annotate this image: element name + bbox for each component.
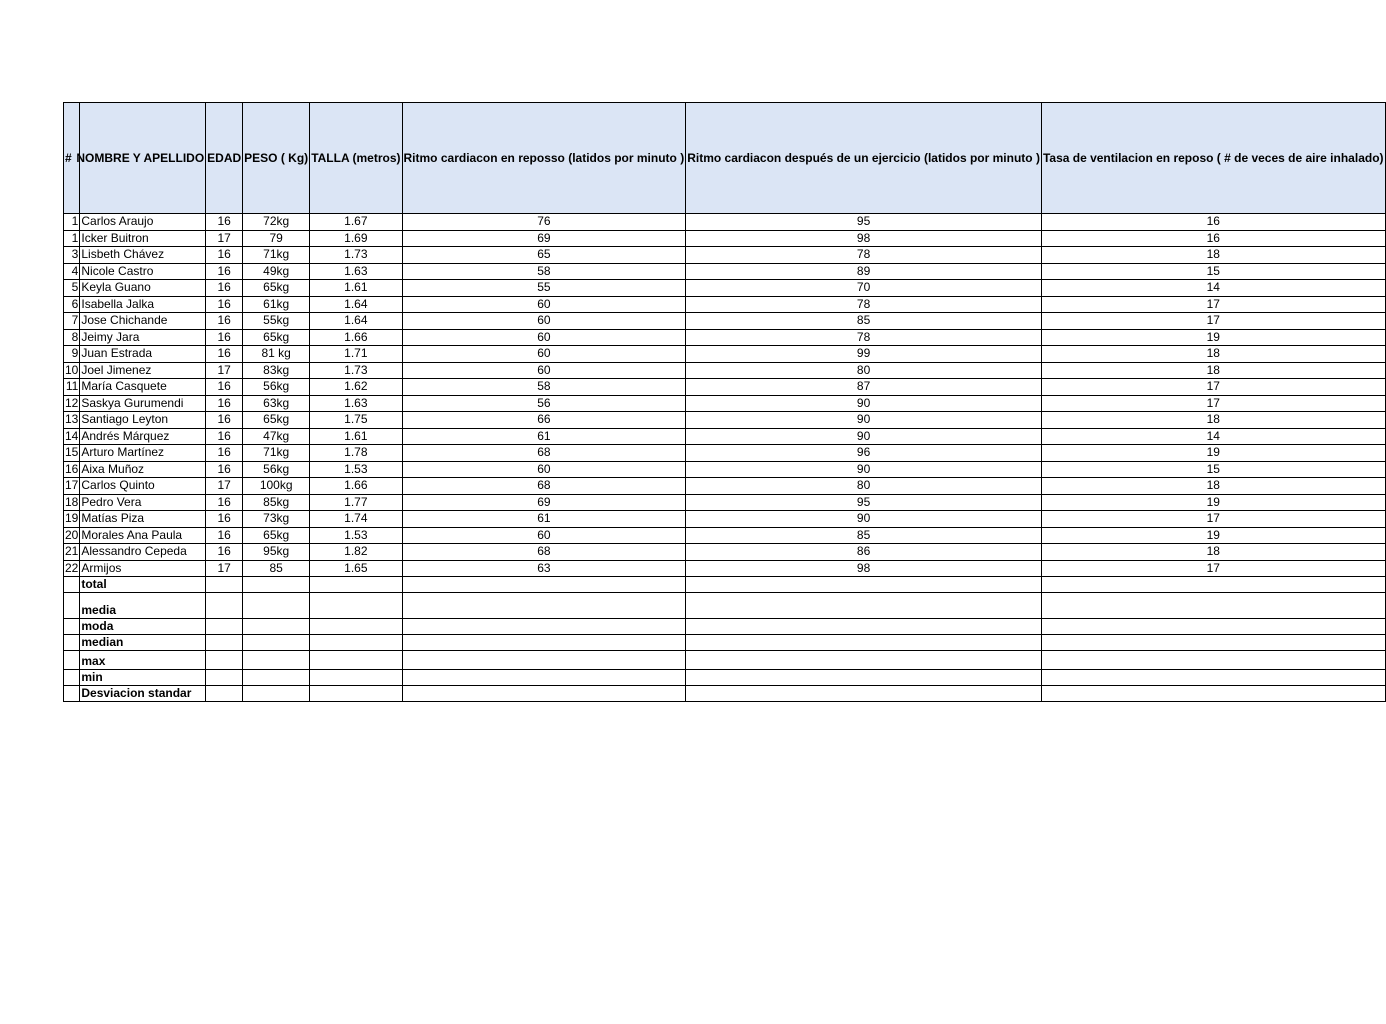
edad-cell[interactable]: 16	[206, 329, 243, 346]
table-row	[64, 214, 1386, 231]
stat-value-cell[interactable]	[1041, 593, 1385, 619]
table-row	[64, 247, 1386, 264]
header-nombre[interactable]	[76, 103, 206, 214]
stat-value-cell[interactable]	[1041, 686, 1385, 702]
peso-cell[interactable]: 56kg	[243, 461, 310, 478]
header-ritmo-ejercicio[interactable]	[686, 103, 1042, 214]
edad-cell[interactable]: 17	[206, 362, 243, 379]
stat-row	[64, 670, 1386, 686]
row-number-cell[interactable]: 22	[65, 560, 79, 575]
ventilacion-cell[interactable]: 14	[1041, 280, 1385, 297]
edad-cell[interactable]: 16	[206, 395, 243, 412]
stat-value-cell[interactable]	[402, 686, 686, 702]
nombre-cell[interactable]: Alessandro Cepeda	[80, 544, 206, 561]
stat-value-cell[interactable]	[64, 635, 80, 651]
ritmo-ejercicio-cell[interactable]: 90	[686, 428, 1042, 445]
ventilacion-cell[interactable]: 18	[1041, 544, 1385, 561]
peso-cell[interactable]: 65kg	[243, 329, 310, 346]
stat-value-cell[interactable]	[1041, 635, 1385, 651]
row-number-cell[interactable]: 1	[64, 230, 80, 247]
ritmo-reposo-cell[interactable]: 68	[402, 544, 686, 561]
peso-cell[interactable]: 61kg	[243, 296, 310, 313]
table-row	[64, 280, 1386, 297]
edad-cell[interactable]: 17	[206, 560, 243, 577]
stat-value-cell[interactable]	[686, 619, 1042, 635]
stat-value-cell[interactable]	[206, 686, 243, 702]
edad-cell[interactable]: 16	[206, 544, 243, 561]
stat-value-cell[interactable]	[64, 619, 80, 635]
ritmo-reposo-cell[interactable]: 68	[402, 478, 686, 495]
ritmo-reposo-cell[interactable]: 69	[402, 494, 686, 511]
row-number-cell[interactable]: 9	[64, 346, 80, 363]
ritmo-reposo-cell[interactable]: 60	[402, 329, 686, 346]
stat-value-cell[interactable]	[686, 593, 1042, 619]
ventilacion-cell[interactable]: 17	[1041, 511, 1385, 528]
stat-value-cell[interactable]	[243, 670, 310, 686]
talla-cell[interactable]: 1.61	[310, 428, 402, 445]
stat-label-cell[interactable]: total	[80, 577, 206, 593]
ventilacion-cell[interactable]: 17	[1041, 560, 1385, 577]
ventilacion-cell[interactable]: 17	[1041, 395, 1385, 412]
talla-cell[interactable]: 1.63	[310, 263, 402, 280]
stat-value-cell[interactable]	[64, 651, 80, 670]
data-rows	[64, 214, 1386, 577]
row-number-cell[interactable]: 17	[65, 478, 79, 493]
stat-value-cell[interactable]	[1041, 670, 1385, 686]
ritmo-ejercicio-cell[interactable]: 90	[686, 412, 1042, 429]
stat-label-cell[interactable]: max	[80, 651, 206, 670]
stat-row	[64, 577, 1386, 593]
stat-value-cell[interactable]	[243, 619, 310, 635]
talla-cell[interactable]: 1.66	[310, 329, 402, 346]
peso-cell[interactable]: 56kg	[243, 379, 310, 396]
table-row	[64, 445, 1386, 462]
peso-cell[interactable]: 95kg	[243, 544, 310, 561]
header-talla[interactable]	[310, 103, 402, 214]
ventilacion-cell[interactable]: 16	[1041, 230, 1385, 247]
ritmo-reposo-cell[interactable]: 60	[402, 313, 686, 330]
ritmo-ejercicio-cell[interactable]: 98	[686, 560, 1042, 577]
stat-value-cell[interactable]	[206, 577, 243, 593]
stat-row	[64, 635, 1386, 651]
ritmo-ejercicio-cell[interactable]: 78	[686, 329, 1042, 346]
student-measurements-table	[63, 102, 1386, 702]
talla-cell[interactable]: 1.69	[310, 230, 402, 247]
ventilacion-cell[interactable]: 16	[1041, 214, 1385, 231]
row-number-cell[interactable]: 5	[64, 280, 80, 297]
ritmo-ejercicio-cell[interactable]: 78	[686, 296, 1042, 313]
ventilacion-cell[interactable]: 15	[1041, 263, 1385, 280]
table-row	[64, 362, 1386, 379]
stat-value-cell[interactable]	[243, 577, 310, 593]
edad-cell[interactable]: 16	[206, 263, 243, 280]
row-number-cell[interactable]: 19	[65, 511, 79, 526]
stat-row	[64, 651, 1386, 670]
row-number-cell[interactable]: 16	[65, 461, 79, 476]
stat-value-cell[interactable]	[243, 635, 310, 651]
talla-cell[interactable]: 1.63	[310, 395, 402, 412]
stat-label-cell[interactable]: media	[80, 593, 206, 619]
stat-value-cell[interactable]	[310, 593, 402, 619]
talla-cell[interactable]: 1.75	[310, 412, 402, 429]
row-number-cell[interactable]: 7	[64, 313, 80, 330]
edad-cell[interactable]: 17	[206, 230, 243, 247]
stat-value-cell[interactable]	[206, 593, 243, 619]
row-number-cell[interactable]: 10	[65, 362, 79, 377]
peso-cell[interactable]: 55kg	[243, 313, 310, 330]
peso-cell[interactable]: 49kg	[243, 263, 310, 280]
row-number-cell[interactable]: 15	[65, 445, 79, 460]
table-row	[64, 511, 1386, 528]
ritmo-ejercicio-cell[interactable]: 86	[686, 544, 1042, 561]
nombre-cell[interactable]: Armijos	[80, 560, 206, 577]
nombre-cell[interactable]: Aixa Muñoz	[80, 461, 206, 478]
edad-cell[interactable]: 16	[206, 214, 243, 231]
stat-row	[64, 593, 1386, 619]
talla-cell[interactable]: 1.82	[310, 544, 402, 561]
header-nombre-text: NOMBRE Y APELLIDO	[76, 150, 205, 165]
edad-cell[interactable]: 16	[206, 379, 243, 396]
edad-cell[interactable]: 16	[206, 511, 243, 528]
stat-value-cell[interactable]	[206, 670, 243, 686]
edad-cell[interactable]: 16	[206, 494, 243, 511]
peso-cell[interactable]: 85kg	[243, 494, 310, 511]
stat-value-cell[interactable]	[402, 619, 686, 635]
nombre-cell[interactable]: Jeimy Jara	[80, 329, 206, 346]
stat-label-cell[interactable]: Desviacion standar	[80, 686, 206, 702]
edad-cell[interactable]: 16	[206, 313, 243, 330]
nombre-cell[interactable]: Andrés Márquez	[80, 428, 206, 445]
ritmo-reposo-cell[interactable]: 60	[402, 296, 686, 313]
table-row	[64, 379, 1386, 396]
table-row	[64, 395, 1386, 412]
stat-value-cell[interactable]	[686, 670, 1042, 686]
edad-cell[interactable]: 16	[206, 461, 243, 478]
nombre-cell[interactable]: Pedro Vera	[80, 494, 206, 511]
stat-value-cell[interactable]	[64, 670, 80, 686]
header-number[interactable]: #	[64, 103, 80, 214]
stat-value-cell[interactable]	[310, 619, 402, 635]
edad-cell[interactable]: 17	[206, 478, 243, 495]
header-edad[interactable]: EDAD	[206, 103, 243, 214]
peso-cell[interactable]: 71kg	[243, 445, 310, 462]
table-row	[64, 461, 1386, 478]
table-row	[64, 478, 1386, 495]
talla-cell[interactable]: 1.67	[310, 214, 402, 231]
stat-value-cell[interactable]	[402, 651, 686, 670]
stat-value-cell[interactable]	[64, 577, 80, 593]
ritmo-reposo-cell[interactable]: 61	[402, 511, 686, 528]
ritmo-ejercicio-cell[interactable]: 78	[686, 247, 1042, 264]
talla-cell[interactable]: 1.65	[310, 560, 402, 577]
edad-cell[interactable]: 16	[206, 428, 243, 445]
stat-label-cell[interactable]: median	[80, 635, 206, 651]
peso-cell[interactable]: 71kg	[243, 247, 310, 264]
table-row	[64, 560, 1386, 577]
stat-value-cell[interactable]	[402, 577, 686, 593]
ritmo-ejercicio-cell[interactable]: 99	[686, 346, 1042, 363]
stat-value-cell[interactable]	[686, 686, 1042, 702]
ritmo-reposo-cell[interactable]: 65	[402, 247, 686, 264]
stat-value-cell[interactable]	[686, 635, 1042, 651]
peso-cell[interactable]: 63kg	[243, 395, 310, 412]
stat-label-cell[interactable]: moda	[80, 619, 206, 635]
nombre-cell[interactable]: Carlos Araujo	[80, 214, 206, 231]
stat-value-cell[interactable]	[1041, 577, 1385, 593]
stat-value-cell[interactable]	[310, 686, 402, 702]
ventilacion-cell[interactable]: 18	[1041, 247, 1385, 264]
row-number-cell[interactable]: 1	[64, 214, 80, 231]
stat-value-cell[interactable]	[206, 651, 243, 670]
ventilacion-cell[interactable]: 18	[1041, 478, 1385, 495]
ritmo-reposo-cell[interactable]: 60	[402, 362, 686, 379]
header-row-group	[64, 103, 1386, 214]
ventilacion-cell[interactable]: 19	[1041, 329, 1385, 346]
table-row	[64, 412, 1386, 429]
nombre-cell[interactable]: Isabella Jalka	[80, 296, 206, 313]
ventilacion-cell[interactable]: 19	[1041, 445, 1385, 462]
peso-cell[interactable]: 65kg	[243, 280, 310, 297]
nombre-cell[interactable]: Nicole Castro	[80, 263, 206, 280]
peso-cell[interactable]: 47kg	[243, 428, 310, 445]
row-number-cell[interactable]: 20	[65, 527, 79, 542]
peso-cell[interactable]: 85	[243, 560, 310, 577]
header-peso[interactable]: PESO ( Kg)	[243, 103, 310, 214]
table-row	[64, 296, 1386, 313]
edad-cell[interactable]: 16	[206, 247, 243, 264]
edad-cell[interactable]: 16	[206, 527, 243, 544]
stat-value-cell[interactable]	[1041, 651, 1385, 670]
edad-cell[interactable]: 16	[206, 296, 243, 313]
stat-value-cell[interactable]	[310, 577, 402, 593]
ritmo-reposo-cell[interactable]: 60	[402, 461, 686, 478]
stat-value-cell[interactable]	[243, 686, 310, 702]
header-ritmo-reposo-text: Ritmo cardiacon en reposso (latidos por minuto )	[403, 150, 685, 165]
nombre-cell[interactable]: Saskya Gurumendi	[80, 395, 206, 412]
ritmo-ejercicio-cell[interactable]: 96	[686, 445, 1042, 462]
stat-value-cell[interactable]	[686, 651, 1042, 670]
ritmo-ejercicio-cell[interactable]: 85	[686, 313, 1042, 330]
nombre-cell[interactable]: Arturo Martínez	[80, 445, 206, 462]
ritmo-ejercicio-cell[interactable]: 90	[686, 395, 1042, 412]
table-row	[64, 428, 1386, 445]
stat-row	[64, 686, 1386, 702]
row-number-cell[interactable]: 6	[64, 296, 80, 313]
nombre-cell[interactable]: Carlos Quinto	[80, 478, 206, 495]
talla-cell[interactable]: 1.53	[310, 461, 402, 478]
peso-cell[interactable]: 72kg	[243, 214, 310, 231]
ventilacion-cell[interactable]: 19	[1041, 494, 1385, 511]
peso-cell[interactable]: 81 kg	[243, 346, 310, 363]
header-ventilacion-text: Tasa de ventilacion en reposo ( # de veces de aire inhalado)	[1042, 150, 1384, 165]
stat-value-cell[interactable]	[64, 686, 80, 702]
ventilacion-cell[interactable]: 17	[1041, 296, 1385, 313]
talla-cell[interactable]: 1.64	[310, 296, 402, 313]
statistics-rows	[64, 577, 1386, 702]
table-row	[64, 263, 1386, 280]
row-number-cell[interactable]: 18	[65, 494, 79, 509]
row-number-cell[interactable]: 12	[65, 395, 79, 410]
nombre-cell[interactable]: Santiago Leyton	[80, 412, 206, 429]
ritmo-ejercicio-cell[interactable]: 90	[686, 511, 1042, 528]
stat-row	[64, 619, 1386, 635]
ventilacion-cell[interactable]: 15	[1041, 461, 1385, 478]
ritmo-ejercicio-cell[interactable]: 85	[686, 527, 1042, 544]
ventilacion-cell[interactable]: 17	[1041, 379, 1385, 396]
header-talla-text: TALLA (metros)	[311, 150, 401, 165]
row-number-cell[interactable]: 13	[65, 412, 79, 427]
stat-value-cell[interactable]	[64, 593, 80, 619]
ventilacion-cell[interactable]: 18	[1041, 412, 1385, 429]
ritmo-reposo-cell[interactable]: 56	[402, 395, 686, 412]
stat-value-cell[interactable]	[243, 651, 310, 670]
stat-label-cell[interactable]: min	[80, 670, 206, 686]
ritmo-ejercicio-cell[interactable]: 90	[686, 461, 1042, 478]
ritmo-reposo-cell[interactable]: 58	[402, 379, 686, 396]
talla-cell[interactable]: 1.74	[310, 511, 402, 528]
talla-cell[interactable]: 1.73	[310, 362, 402, 379]
row-number-cell[interactable]: 3	[64, 247, 80, 264]
header-row	[64, 103, 1386, 214]
row-number-cell[interactable]: 14	[65, 428, 79, 443]
table-row	[64, 527, 1386, 544]
talla-cell[interactable]: 1.66	[310, 478, 402, 495]
ritmo-reposo-cell[interactable]: 63	[402, 560, 686, 577]
table-row	[64, 346, 1386, 363]
peso-cell[interactable]: 100kg	[243, 478, 310, 495]
peso-cell[interactable]: 65kg	[243, 527, 310, 544]
ritmo-reposo-cell[interactable]: 66	[402, 412, 686, 429]
ventilacion-cell[interactable]: 17	[1041, 313, 1385, 330]
row-number-cell[interactable]: 21	[65, 544, 79, 559]
stat-value-cell[interactable]	[310, 635, 402, 651]
header-ritmo-ejercicio-text: Ritmo cardiacon después de un ejercicio (latidos por minuto )	[687, 150, 1040, 165]
peso-cell[interactable]: 65kg	[243, 412, 310, 429]
edad-cell[interactable]: 16	[206, 346, 243, 363]
row-number-cell[interactable]: 4	[64, 263, 80, 280]
edad-cell[interactable]: 16	[206, 445, 243, 462]
stat-value-cell[interactable]	[310, 670, 402, 686]
stat-value-cell[interactable]	[402, 670, 686, 686]
nombre-cell[interactable]: Keyla Guano	[80, 280, 206, 297]
ritmo-reposo-cell[interactable]: 60	[402, 527, 686, 544]
nombre-cell[interactable]: Lisbeth Chávez	[80, 247, 206, 264]
ritmo-ejercicio-cell[interactable]: 95	[686, 494, 1042, 511]
ritmo-reposo-cell[interactable]: 68	[402, 445, 686, 462]
talla-cell[interactable]: 1.62	[310, 379, 402, 396]
talla-cell[interactable]: 1.71	[310, 346, 402, 363]
talla-cell[interactable]: 1.73	[310, 247, 402, 264]
nombre-cell[interactable]: Morales Ana Paula	[80, 527, 206, 544]
ritmo-reposo-cell[interactable]: 76	[402, 214, 686, 231]
ritmo-ejercicio-cell[interactable]: 89	[686, 263, 1042, 280]
table-row	[64, 329, 1386, 346]
stat-value-cell[interactable]	[402, 593, 686, 619]
table-row	[64, 313, 1386, 330]
stat-value-cell[interactable]	[206, 619, 243, 635]
ritmo-ejercicio-cell[interactable]: 95	[686, 214, 1042, 231]
stat-value-cell[interactable]	[310, 651, 402, 670]
talla-cell[interactable]: 1.53	[310, 527, 402, 544]
header-ventilacion[interactable]	[1041, 103, 1385, 214]
ritmo-reposo-cell[interactable]: 58	[402, 263, 686, 280]
ritmo-ejercicio-cell[interactable]: 98	[686, 230, 1042, 247]
ritmo-ejercicio-cell[interactable]: 80	[686, 478, 1042, 495]
table-row	[64, 544, 1386, 561]
ritmo-reposo-cell[interactable]: 61	[402, 428, 686, 445]
nombre-cell[interactable]: Joel Jimenez	[80, 362, 206, 379]
stat-value-cell[interactable]	[206, 635, 243, 651]
talla-cell[interactable]: 1.78	[310, 445, 402, 462]
ritmo-reposo-cell[interactable]: 60	[402, 346, 686, 363]
nombre-cell[interactable]: Matías Piza	[80, 511, 206, 528]
nombre-cell[interactable]: María Casquete	[80, 379, 206, 396]
nombre-cell[interactable]: Icker Buitron	[80, 230, 206, 247]
talla-cell[interactable]: 1.64	[310, 313, 402, 330]
peso-cell[interactable]: 73kg	[243, 511, 310, 528]
stat-value-cell[interactable]	[243, 593, 310, 619]
nombre-cell[interactable]: Juan Estrada	[80, 346, 206, 363]
ritmo-ejercicio-cell[interactable]: 80	[686, 362, 1042, 379]
peso-cell[interactable]: 83kg	[243, 362, 310, 379]
table-row	[64, 230, 1386, 247]
row-number-cell[interactable]: 8	[64, 329, 80, 346]
header-ritmo-reposo[interactable]	[402, 103, 686, 214]
ventilacion-cell[interactable]: 18	[1041, 362, 1385, 379]
edad-cell[interactable]: 16	[206, 280, 243, 297]
ventilacion-cell[interactable]: 18	[1041, 346, 1385, 363]
edad-cell[interactable]: 16	[206, 412, 243, 429]
ritmo-ejercicio-cell[interactable]: 87	[686, 379, 1042, 396]
ritmo-reposo-cell[interactable]: 55	[402, 280, 686, 297]
ventilacion-cell[interactable]: 19	[1041, 527, 1385, 544]
nombre-cell[interactable]: Jose Chichande	[80, 313, 206, 330]
talla-cell[interactable]: 1.61	[310, 280, 402, 297]
talla-cell[interactable]: 1.77	[310, 494, 402, 511]
stat-value-cell[interactable]	[402, 635, 686, 651]
row-number-cell[interactable]: 11	[64, 379, 80, 396]
stat-value-cell[interactable]	[686, 577, 1042, 593]
ritmo-ejercicio-cell[interactable]: 70	[686, 280, 1042, 297]
ventilacion-cell[interactable]: 14	[1041, 428, 1385, 445]
table-row	[64, 494, 1386, 511]
ritmo-reposo-cell[interactable]: 69	[402, 230, 686, 247]
stat-value-cell[interactable]	[1041, 619, 1385, 635]
peso-cell[interactable]: 79	[243, 230, 310, 247]
